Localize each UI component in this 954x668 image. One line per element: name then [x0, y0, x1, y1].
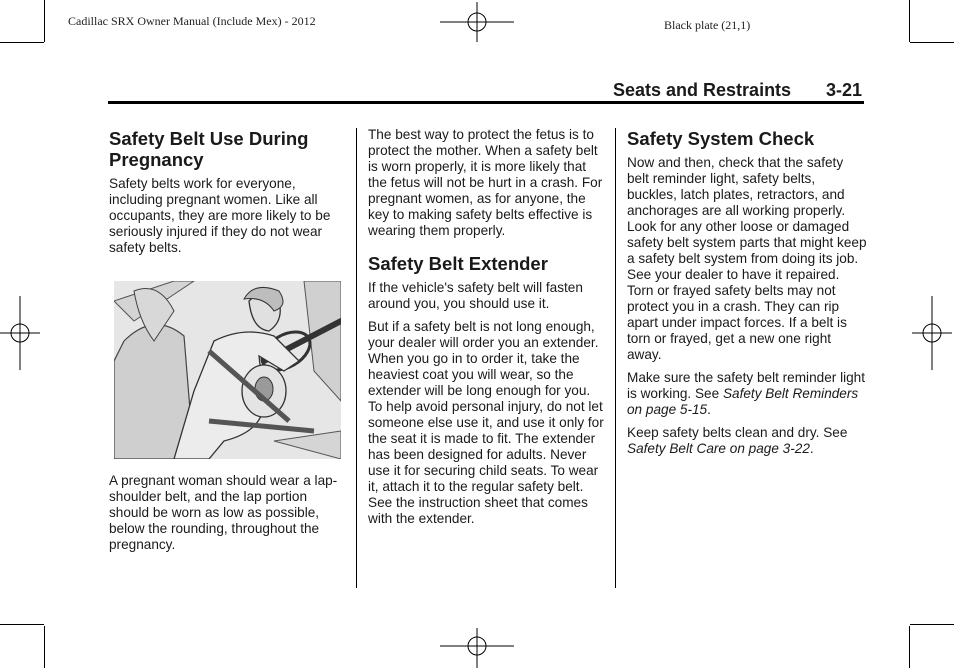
column-1-caption: [109, 473, 341, 560]
section-title: Seats and Restraints: [613, 80, 792, 100]
crop-mark: [44, 626, 45, 668]
registration-mark-icon: [440, 628, 514, 668]
crop-mark: [44, 0, 45, 42]
text: .: [809, 441, 814, 456]
heading-system-check: Safety System Check: [627, 128, 815, 149]
registration-mark-icon: [912, 296, 952, 370]
crop-mark: [909, 0, 910, 42]
paragraph: But if a safety belt is not long enough, your dealer will order you an extender. When you go in to order it, take the heaviest coat you will wear, so the extender will be long enough for you. To help avoid personal injury, do not let someone else use it, and use it only for the seat it is made to fit. The extender has been designed for adults. Never use it for securing child seats. To wear it, attach it to the regular safety belt. See the instruction sheet that comes with the extender.: [368, 319, 604, 526]
column-3: [627, 128, 867, 464]
pregnant-woman-illustration: [114, 281, 341, 459]
crop-mark: [0, 624, 44, 625]
heading-pregnancy: Safety Belt Use During Pregnancy: [109, 128, 309, 170]
registration-mark-icon: [0, 296, 40, 370]
cross-reference-link[interactable]: Safety Belt Care on page 3-22: [627, 441, 810, 456]
text: .: [707, 402, 711, 417]
crop-mark: [0, 42, 44, 43]
illustration-icon: [114, 281, 341, 459]
paragraph: If the vehicle's safety belt will fasten around you, you should use it.: [368, 280, 583, 311]
crop-mark: [910, 42, 954, 43]
column-divider: [356, 128, 357, 588]
cross-reference-link[interactable]: Safety Belt Reminders on page 5-15: [627, 386, 859, 417]
column-2: [368, 127, 608, 534]
crop-mark: [910, 624, 954, 625]
print-meta-left: Cadillac SRX Owner Manual (Include Mex) - 2012: [68, 14, 316, 28]
text: Make sure the safety belt reminder light is working. See: [627, 370, 866, 401]
heading-extender: Safety Belt Extender: [368, 253, 548, 274]
figure-caption: A pregnant woman should wear a lap-shoulder belt, and the lap portion should be worn as low as possible, below the rounding, throughout the pregnancy.: [109, 473, 338, 552]
paragraph-reminder: [627, 370, 867, 418]
paragraph: Now and then, check that the safety belt reminder light, safety belts, buckles, latch plates, retractors, and anchorages are all working properly. Look for any other loose or damaged safety belt system parts that might keep a safety belt system from doing its job. See your dealer to have it repaired. Torn or frayed safety belts may not protect you in a crash. They can rip apart under impact forces. If a belt is torn or frayed, get a new one right away.: [627, 155, 867, 362]
page-number: 3-21: [826, 80, 863, 100]
column-1: [109, 128, 341, 263]
registration-mark-icon: [440, 2, 514, 42]
paragraph: Safety belts work for everyone, including pregnant women. Like all occupants, they are more likely to be seriously injured if they do not wear safety belts.: [109, 176, 331, 255]
header-rule: [108, 101, 864, 104]
crop-mark: [909, 626, 910, 668]
paragraph: The best way to protect the fetus is to protect the mother. When a safety belt is worn properly, it is more likely that the fetus will not be hurt in a crash. For pregnant women, as for anyone, the key to making safety belts effective is wearing them properly.: [368, 127, 603, 238]
print-meta-right: Black plate (21,1): [664, 18, 751, 32]
text: Keep safety belts clean and dry. See: [627, 425, 848, 440]
column-divider: [615, 128, 616, 588]
paragraph-care: [627, 425, 867, 457]
